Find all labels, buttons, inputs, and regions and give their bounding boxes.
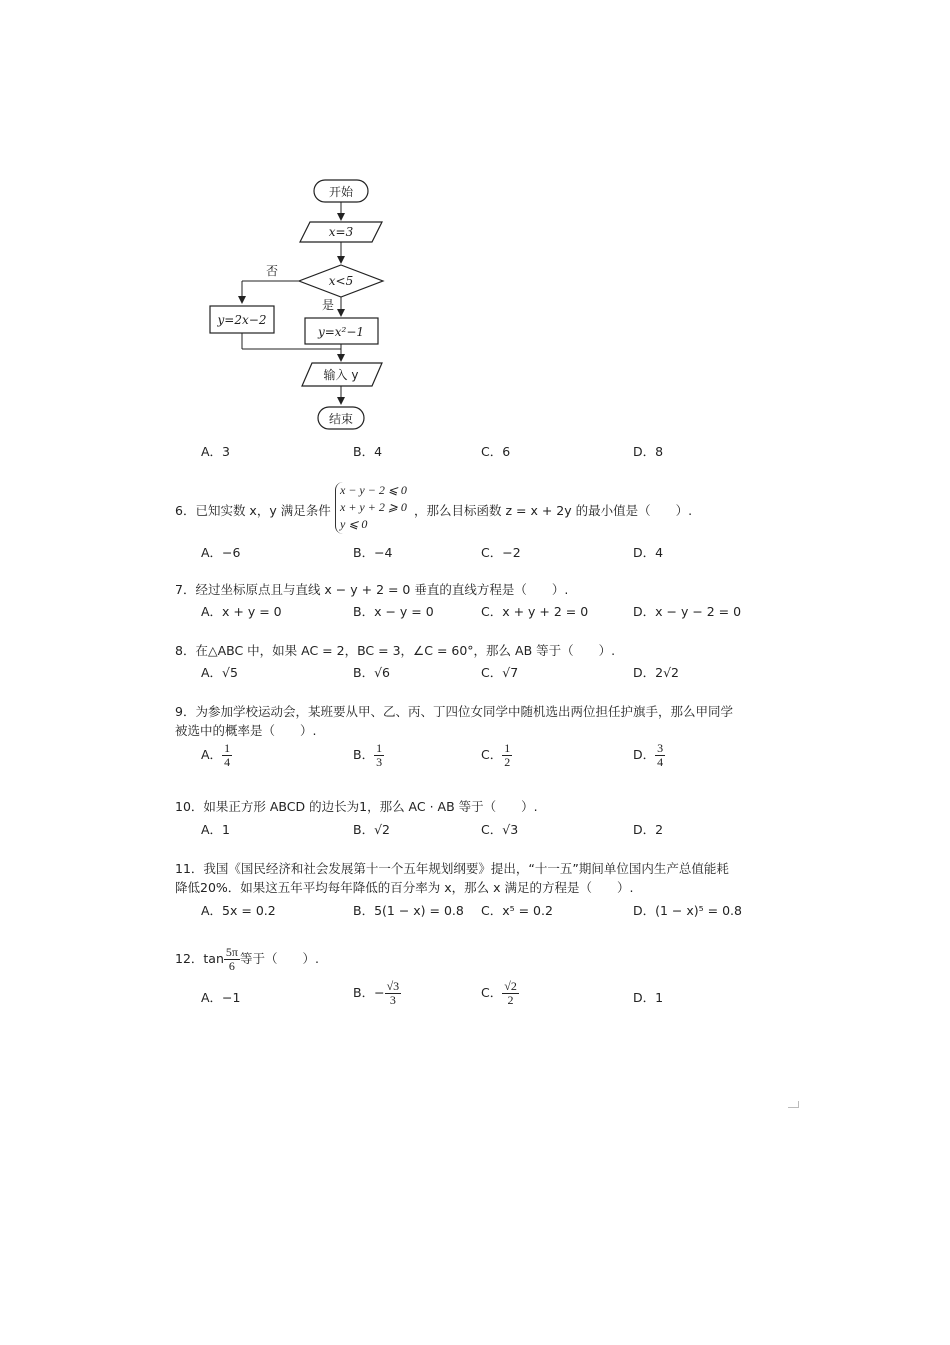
q11-stem-line2: 降低20%．如果这五年平均每年降低的百分率为 x，那么 x 满足的方程是（ ）. xyxy=(175,880,634,895)
q6-condition-1: x − y − 2 ⩽ 0 xyxy=(340,483,407,497)
end-label: 结束 xyxy=(328,412,354,426)
q10-option-b[interactable]: B．√2 xyxy=(353,822,390,837)
no-label: 否 xyxy=(266,264,279,278)
q5-option-a[interactable]: A．3 xyxy=(201,444,231,459)
q11-option-d[interactable]: D．(1 − x)⁵ = 0.8 xyxy=(633,903,742,918)
q12-prefix: 12．tan xyxy=(175,951,224,966)
q12-option-d[interactable] xyxy=(633,990,663,1006)
q12-fraction: $\frac{5\pi}{6}$ xyxy=(225,945,238,973)
q12-option-a-label: A．−1 xyxy=(201,990,241,1005)
q5-option-c[interactable]: C．6 xyxy=(481,444,511,459)
q9-stem-line1: 9．为参加学校运动会，某班要从甲、乙、丙、丁四位女同学中随机选出两位担任护旗手，那么甲同学 xyxy=(175,704,733,719)
q7-option-c[interactable]: C．x + y + 2 = 0 xyxy=(481,604,589,619)
q9-option-c-fraction: $\frac{1}{2}$ xyxy=(504,741,511,769)
q9-option-c-label: C． xyxy=(481,747,503,762)
q6-stem-after: ，那么目标函数 z = x + 2y 的最小值是（ ）. xyxy=(414,503,693,518)
q6-condition-system xyxy=(335,482,426,534)
q8-option-c[interactable]: C．√7 xyxy=(481,665,519,680)
q9-option-d[interactable] xyxy=(633,742,665,769)
q9-option-c[interactable] xyxy=(481,742,512,769)
q6-option-c[interactable]: C．−2 xyxy=(481,545,521,560)
paragraph-mark xyxy=(788,1101,799,1108)
yes-label: 是 xyxy=(322,298,335,312)
q12-option-c-label: C． xyxy=(481,985,503,1000)
q12-option-b-label: B．− xyxy=(353,985,385,1000)
right-process-label: y=x²−1 xyxy=(317,325,365,339)
q10-option-c[interactable]: C．√3 xyxy=(481,822,519,837)
q6-option-b[interactable]: B．−4 xyxy=(353,545,393,560)
q5-option-b[interactable]: B．4 xyxy=(353,444,383,459)
left-process-label: y=2x−2 xyxy=(217,313,267,327)
q6-option-a[interactable]: A．−6 xyxy=(201,545,241,560)
condition-label: x<5 xyxy=(328,274,354,288)
q9-option-b-fraction: $\frac{1}{3}$ xyxy=(376,741,383,769)
q9-option-a-label: A． xyxy=(201,747,223,762)
q12-option-c[interactable] xyxy=(481,980,519,1007)
q12-option-b-fraction: $\frac{√3}{3}$ xyxy=(386,979,400,1007)
q12-stem xyxy=(175,944,319,974)
q11-stem-line1: 11．我国《国民经济和社会发展第十一个五年规划纲要》提出，“十一五”期间单位国内生产总值能耗 xyxy=(175,861,729,876)
q12-option-c-fraction: $\frac{√2}{2}$ xyxy=(504,979,517,1007)
q12-suffix: 等于（ ）. xyxy=(239,951,319,966)
q12-option-b[interactable] xyxy=(353,980,401,1007)
q7-stem: 7．经过坐标原点且与直线 x − y + 2 = 0 垂直的直线方程是（ ）. xyxy=(175,582,569,597)
q10-stem: 10．如果正方形 ABCD 的边长为1，那么 AC · AB 等于（ ）. xyxy=(175,799,538,814)
q11-option-b[interactable]: B．5(1 − x) = 0.8 xyxy=(353,903,464,918)
flowchart-diagram xyxy=(200,175,400,435)
q11-option-a[interactable]: A．5x = 0.2 xyxy=(201,903,276,918)
q8-stem: 8．在△ABC 中，如果 AC = 2，BC = 3，∠C = 60°，那么 AB 等于（ ）. xyxy=(175,643,616,658)
q9-option-d-label: D． xyxy=(633,747,656,762)
q7-option-a[interactable]: A．x + y = 0 xyxy=(201,604,282,619)
q9-option-a[interactable] xyxy=(201,742,232,769)
q7-option-d[interactable]: D．x − y − 2 = 0 xyxy=(633,604,742,619)
q9-option-a-fraction: $\frac{1}{4}$ xyxy=(224,741,231,769)
q9-stem-line2: 被选中的概率是（ ）. xyxy=(175,723,317,738)
q6-stem-before: 6．已知实数 x，y 满足条件 xyxy=(175,503,331,518)
q5-option-d[interactable]: D．8 xyxy=(633,444,664,459)
assign-label: x=3 xyxy=(328,225,354,239)
q8-option-b[interactable]: B．√6 xyxy=(353,665,390,680)
q10-option-a[interactable]: A．1 xyxy=(201,822,231,837)
start-label: 开始 xyxy=(328,185,354,199)
q6-option-d[interactable]: D．4 xyxy=(633,545,664,560)
q8-option-a[interactable]: A．√5 xyxy=(201,665,238,680)
q12-option-a[interactable] xyxy=(201,990,240,1006)
q6-condition-2: x + y + 2 ⩾ 0 xyxy=(340,500,407,514)
q8-option-d[interactable]: D．2√2 xyxy=(633,665,679,680)
q7-option-b[interactable]: B．x − y = 0 xyxy=(353,604,434,619)
q10-option-d[interactable]: D．2 xyxy=(633,822,664,837)
q6-condition-3: y ⩽ 0 xyxy=(340,517,368,531)
q9-option-b[interactable] xyxy=(353,742,384,769)
q9-option-d-fraction: $\frac{3}{4}$ xyxy=(657,741,664,769)
q9-option-b-label: B． xyxy=(353,747,375,762)
flowchart xyxy=(200,175,400,435)
q11-option-c[interactable]: C．x⁵ = 0.2 xyxy=(481,903,553,918)
output-label: 输入 y xyxy=(323,368,359,382)
q12-option-d-label: D．1 xyxy=(633,990,664,1005)
